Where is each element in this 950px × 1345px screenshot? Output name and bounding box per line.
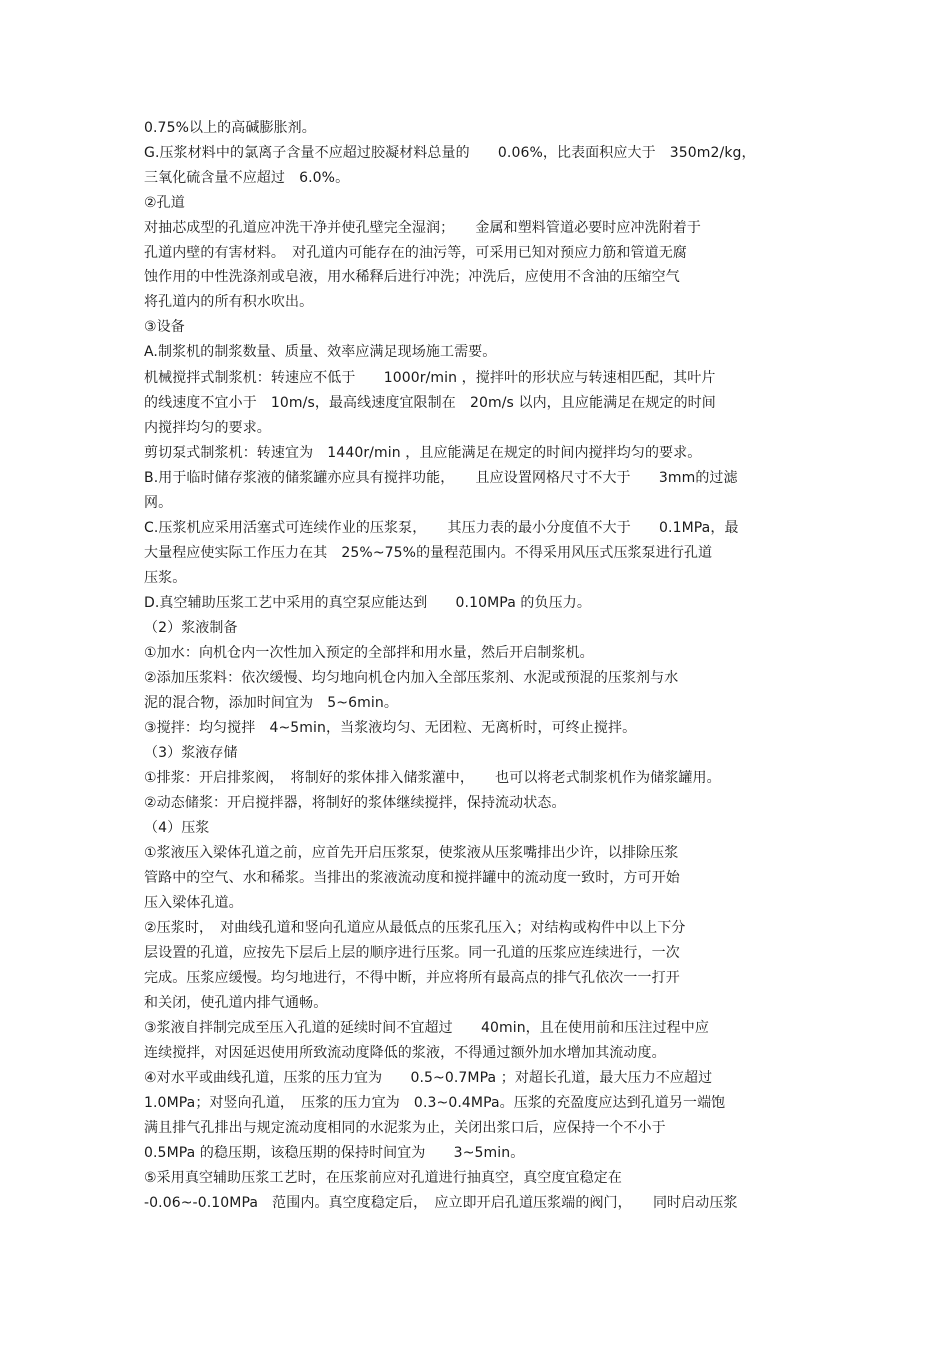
- text-line: ①加水：向机仓内一次性加入预定的全部拌和用水量，然后开启制浆机。: [144, 645, 594, 661]
- text-line: ②压浆时， 对曲线孔道和竖向孔道应从最低点的压浆孔压入；对结构或构件中以上下分: [144, 920, 686, 936]
- text-line: ①排浆：开启排浆阀， 将制好的浆体排入储浆灌中， 也可以将老式制浆机作为储浆罐用。: [144, 770, 721, 786]
- text-line: 满且排气孔排出与规定流动度相同的水泥浆为止，关闭出浆口后，应保持一个不小于: [144, 1120, 666, 1136]
- text-line: 剪切泵式制浆机：转速宜为 1440r/min ，且应能满足在规定的时间内搅拌均匀的要求。: [144, 445, 702, 461]
- section-heading: （3）浆液存储: [144, 745, 238, 761]
- text-line: 管路中的空气、水和稀浆。当排出的浆液流动度和搅拌罐中的流动度一致时，方可开始: [144, 870, 680, 886]
- text-line: 连续搅拌，对因延迟使用所致流动度降低的浆液，不得通过额外加水增加其流动度。: [144, 1045, 666, 1061]
- text-line: ③搅拌：均匀搅拌 4~5min，当浆液均匀、无团粒、无离析时，可终止搅拌。: [144, 720, 637, 736]
- text-line: 大量程应使实际工作压力在其 25%~75%的量程范围内。不得采用风压式压浆泵进行孔道: [144, 545, 713, 561]
- text-line: -0.06~-0.10MPa 范围内。真空度稳定后， 应立即开启孔道压浆端的阀门， 同时启动压浆: [144, 1195, 738, 1211]
- text-line: B.用于临时储存浆液的储浆罐亦应具有搅拌功能， 且应设置网格尺寸不大于 3mm的过滤: [144, 470, 738, 486]
- text-line: 泥的混合物，添加时间宜为 5~6min。: [144, 695, 398, 711]
- text-line: 0.75%以上的高碱膨胀剂。: [144, 120, 316, 136]
- text-line: 将孔道内的所有积水吹出。: [144, 294, 314, 310]
- text-line: ⑤采用真空辅助压浆工艺时，在压浆前应对孔道进行抽真空，真空度宜稳定在: [144, 1170, 622, 1186]
- text-line: ③浆液自拌制完成至压入孔道的延续时间不宜超过 40min，且在使用前和压注过程中应: [144, 1020, 709, 1036]
- text-line: 的线速度不宜小于 10m/s，最高线速度宜限制在 20m/s 以内，且应能满足在规定的时间: [144, 395, 716, 411]
- section-heading: （4）压浆: [144, 820, 210, 836]
- text-line: 机械搅拌式制浆机：转速应不低于 1000r/min ，搅拌叶的形状应与转速相匹配，其叶片: [144, 370, 716, 386]
- text-line: A.制浆机的制浆数量、质量、效率应满足现场施工需要。: [144, 344, 497, 360]
- text-line: 1.0MPa；对竖向孔道， 压浆的压力宜为 0.3~0.4MPa。压浆的充盈度应达到孔道另一端饱: [144, 1095, 726, 1111]
- text-line: 对抽芯成型的孔道应冲洗干净并使孔壁完全湿润； 金属和塑料管道必要时应冲洗附着于: [144, 220, 701, 236]
- text-line: 孔道内壁的有害材料。 对孔道内可能存在的油污等，可采用已知对预应力筋和管道无腐: [144, 245, 687, 261]
- section-heading: ②孔道: [144, 195, 185, 211]
- text-line: 压入梁体孔道。: [144, 895, 243, 911]
- text-line: 和关闭，使孔道内排气通畅。: [144, 995, 328, 1011]
- text-line: C.压浆机应采用活塞式可连续作业的压浆泵， 其压力表的最小分度值不大于 0.1MPa，最: [144, 520, 739, 536]
- text-line: 层设置的孔道，应按先下层后上层的顺序进行压浆。同一孔道的压浆应连续进行，一次: [144, 945, 680, 961]
- text-line: 网。: [144, 495, 173, 511]
- text-line: 完成。压浆应缓慢。均匀地进行，不得中断，并应将所有最高点的排气孔依次一一打开: [144, 970, 680, 986]
- text-line: ①浆液压入梁体孔道之前，应首先开启压浆泵，使浆液从压浆嘴排出少许，以排除压浆: [144, 845, 679, 861]
- text-line: 0.5MPa 的稳压期，该稳压期的保持时间宜为 3~5min。: [144, 1145, 525, 1161]
- section-heading: （2）浆液制备: [144, 620, 238, 636]
- text-line: D.真空辅助压浆工艺中采用的真空泵应能达到 0.10MPa 的负压力。: [144, 595, 591, 611]
- text-line: 内搅拌均匀的要求。: [144, 420, 271, 436]
- text-line: ②动态储浆：开启搅拌器，将制好的浆体继续搅拌，保持流动状态。: [144, 795, 566, 811]
- section-heading: ③设备: [144, 319, 185, 335]
- text-line: 蚀作用的中性洗涤剂或皂液，用水稀释后进行冲洗；冲洗后，应使用不含油的压缩空气: [144, 269, 680, 285]
- text-line: ②添加压浆料：依次缓慢、均匀地向机仓内加入全部压浆剂、水泥或预混的压浆剂与水: [144, 670, 679, 686]
- text-line: ④对水平或曲线孔道，压浆的压力宜为 0.5~0.7MPa ；对超长孔道，最大压力不应超过: [144, 1070, 713, 1086]
- text-line: G.压浆材料中的氯离子含量不应超过胶凝材料总量的 0.06%，比表面积应大于 350m2/kg，: [144, 145, 756, 161]
- text-line: 三氧化硫含量不应超过 6.0%。: [144, 170, 350, 186]
- text-line: 压浆。: [144, 570, 187, 586]
